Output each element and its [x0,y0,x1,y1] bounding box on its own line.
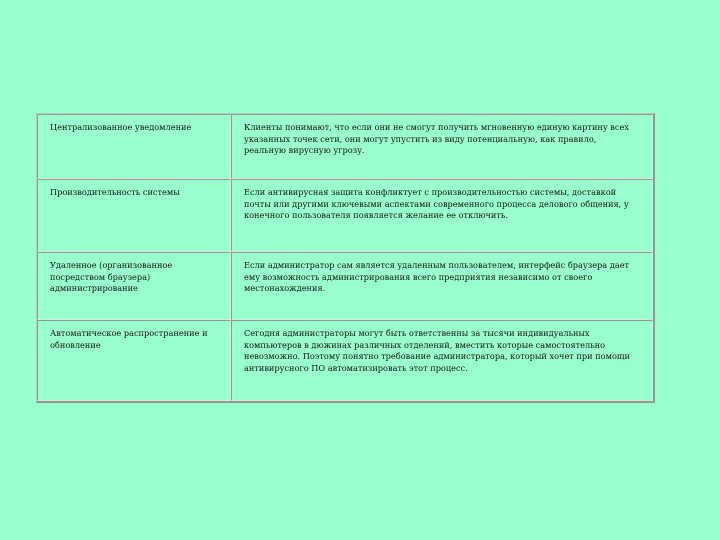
table-row [37,252,653,320]
table-row [37,114,653,179]
description-cell: Сегодня администраторы могут быть ответственны за тысячи индивидуальных компьютеров в дюжинах различных отделений, вместить которые самостоятельно невозможно. Поэтому понятно требование администратора, который хочет при помощи антивирусного ПО автоматизировать этот процесс. [231,320,653,401]
description-cell: Если администратор сам является удаленным пользователем, интерфейс браузера дает ему возможность администрирования всего предприятия независимо от своего местонахождения. [231,252,653,320]
features-table [36,113,655,403]
table-row [37,320,653,401]
feature-cell: Централизованное уведомление [37,114,231,179]
description-cell: Клиенты понимают, что если они не смогут получить мгновенную единую картину всех указанных точек сети, они могут упустить из виду потенциальную, как правило, реальную вирусную угрозу. [231,114,653,179]
feature-cell: Удаленное (организованное посредством браузера) администрирование [37,252,231,320]
table-row [37,179,653,252]
feature-cell: Производительность системы [37,179,231,252]
feature-cell: Автоматическое распространение и обновление [37,320,231,401]
description-cell: Если антивирусная защита конфликтует с производительностью системы, доставкой почты или другими ключевыми аспектами современного процесса делового общения, у конечного пользователя появляется желание ее отключить. [231,179,653,252]
